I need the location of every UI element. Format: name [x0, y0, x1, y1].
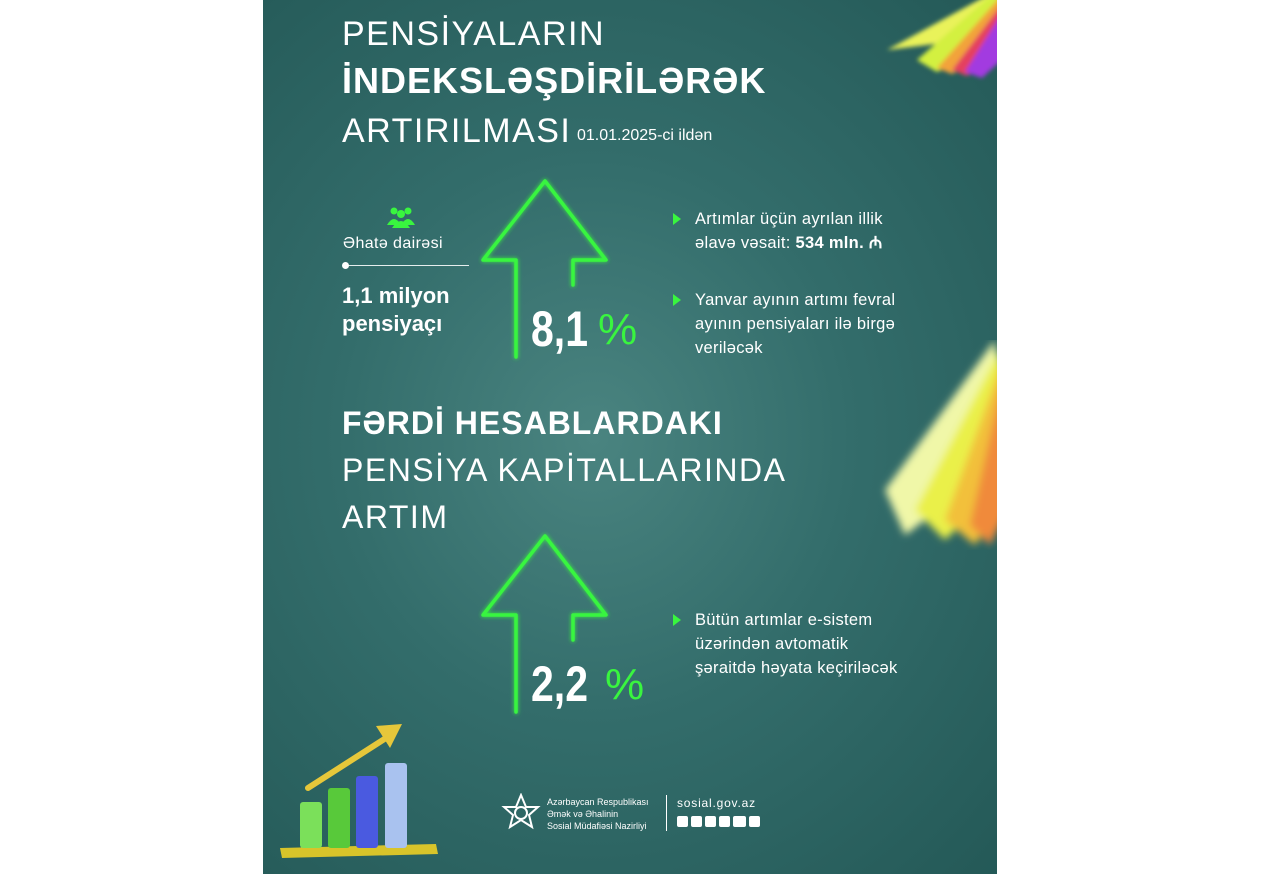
social-icons	[677, 816, 760, 827]
section2-title-line2: PENSİYA KAPİTALLARINDA	[342, 452, 787, 488]
bullet-annual-fund	[673, 207, 883, 255]
bullet-marker-icon	[673, 614, 681, 626]
facebook-icon[interactable]	[677, 816, 688, 827]
section2-percent-sign: %	[605, 660, 645, 709]
coverage-divider	[343, 265, 469, 266]
section1-date: 01.01.2025-ci ildən	[577, 127, 713, 144]
ministry-name-line1: Azərbaycan Respublikası	[547, 797, 649, 807]
section2-title-line3: ARTIM	[342, 499, 449, 535]
bullet-marker-icon	[673, 294, 681, 306]
tiktok-icon[interactable]	[705, 816, 716, 827]
color-fan-top-decoration	[877, 0, 997, 90]
footer-divider	[666, 795, 667, 831]
bullet-january-increase	[673, 288, 895, 360]
ministry-emblem-icon	[500, 793, 542, 835]
section1-title-line2: İNDEKSLƏŞDİRİLƏRƏK	[342, 60, 767, 101]
rising-bar-chart-icon	[278, 720, 443, 865]
coverage-divider-dot	[342, 262, 349, 269]
people-group-icon	[385, 206, 417, 228]
ministry-name-line3: Sosial Müdafiəsi Nazirliyi	[547, 821, 647, 831]
bullet-january-increase-text: Yanvar ayının artımı fevral ayının pensiyaları ilə birgə veriləcək	[695, 291, 896, 357]
instagram-icon[interactable]	[691, 816, 702, 827]
linkedin-icon[interactable]	[749, 816, 760, 827]
section1-title-line1: PENSİYALARIN	[342, 15, 606, 53]
bullet-annual-fund-text: Artımlar üçün ayrılan illik əlavə vəsait:	[695, 210, 883, 252]
section1-percent-sign: %	[598, 305, 638, 354]
coverage-value-line2: pensiyaçı	[342, 311, 443, 336]
ministry-name-line2: Əmək və Əhalinin	[547, 809, 619, 819]
bullet-marker-icon	[673, 213, 681, 225]
bullet-annual-fund-amount: 534 mln. ₼	[795, 234, 883, 252]
youtube-icon[interactable]	[733, 816, 746, 827]
section1-title-line3: ARTIRILMASI	[342, 112, 572, 150]
coverage-value-line1: 1,1 milyon	[342, 283, 450, 308]
bullet-automatic-system	[673, 608, 898, 680]
color-fan-right-decoration	[875, 340, 997, 550]
section1-percent-value: 8,1	[531, 301, 589, 357]
bullet-automatic-system-text: Bütün artımlar e-sistem üzərindən avtomatik şəraitdə həyata keçiriləcək	[695, 611, 898, 677]
website-link[interactable]: sosial.gov.az	[677, 796, 756, 810]
section2-percent-value: 2,2	[531, 656, 589, 712]
coverage-label: Əhatə dairəsi	[343, 235, 443, 252]
section2-title-line1: FƏRDİ HESABLARDAKI	[342, 405, 723, 441]
x-icon[interactable]	[719, 816, 730, 827]
infographic-poster	[263, 0, 997, 874]
